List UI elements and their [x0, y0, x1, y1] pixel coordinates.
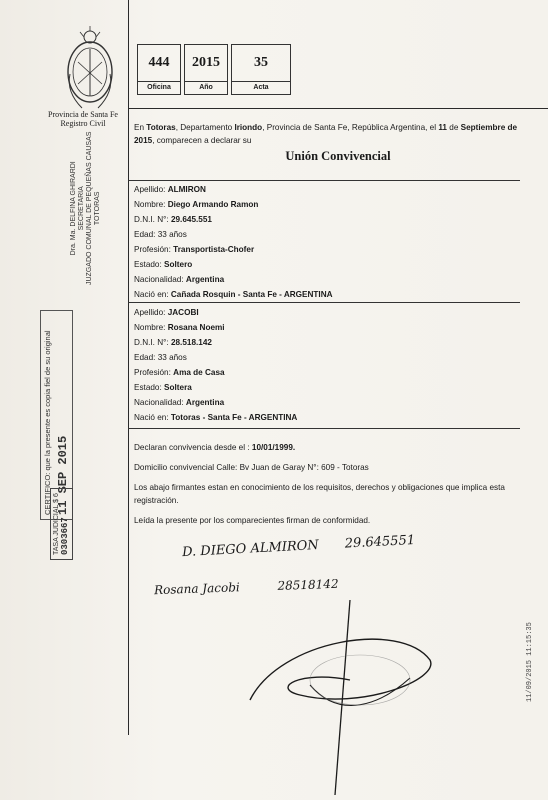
section-rule [128, 428, 520, 429]
signature-1-name: D. DIEGO ALMIRON [181, 537, 320, 561]
field-value: 33 años [157, 230, 187, 239]
person1-profesion [134, 242, 333, 257]
field-label: Apellido: [134, 185, 166, 194]
field-value: Diego Armando Ramon [167, 200, 259, 209]
field-label: Nació en: [134, 413, 169, 422]
registry-name: Registro Civil [60, 119, 106, 128]
field-label: Estado: [134, 383, 162, 392]
person1-apellido [134, 182, 333, 197]
person1-edad [134, 227, 333, 242]
signature-1-dni: 29.645551 [344, 532, 416, 552]
field-value: Totoras - Santa Fe - ARGENTINA [170, 413, 298, 422]
field-value: Rosana Noemi [167, 323, 225, 332]
intro-text: En [134, 123, 147, 132]
person1-nacionalidad [134, 272, 333, 287]
field-label: Edad: [134, 230, 156, 239]
field-value: Soltero [164, 260, 193, 269]
intro-text: , Departamento [175, 123, 235, 132]
person1-dni [134, 212, 333, 227]
certifico-text: CERTIFICO: que la presente es copia fiel de su original [43, 330, 52, 515]
person2-profesion [134, 365, 297, 380]
field-label: Profesión: [134, 368, 171, 377]
person1-estado [134, 257, 333, 272]
margin-rule [128, 0, 129, 735]
field-value: JACOBI [167, 308, 199, 317]
person2-nacionalidad [134, 395, 297, 410]
secretaria-stamp [70, 132, 102, 285]
section-rule [128, 302, 520, 303]
domicilio-line [134, 461, 369, 474]
person2-apellido [134, 305, 297, 320]
person1-block [134, 182, 333, 302]
declaran-line [134, 441, 295, 454]
intro-text: , comparecen a declarar su [152, 136, 252, 145]
acta-label: Acta [231, 81, 291, 95]
declaran-label: Declaran convivencia desde el : [134, 443, 252, 452]
field-label: D.N.I. N°: [134, 338, 169, 347]
field-label: Nació en: [134, 290, 169, 299]
oficina-value: 444 [137, 44, 181, 81]
anio-box [184, 44, 228, 95]
intro-text: , Provincia de Santa Fe, República Argentina, el [262, 123, 439, 132]
registry-caption [28, 110, 138, 128]
field-value: Argentina [185, 398, 225, 407]
field-value: 29.645.551 [170, 215, 212, 224]
signature-2 [154, 577, 339, 597]
person2-edad [134, 350, 297, 365]
acta-value: 35 [231, 44, 291, 81]
anio-value: 2015 [184, 44, 228, 81]
field-value: 28.518.142 [170, 338, 212, 347]
declaran-value: 10/01/1999. [251, 443, 296, 452]
secretaria-stamp-text: Dra. Ma. DELFINA GHIRARDI SECRETARIA JUZGADO COMUNAL DE PEQUEÑAS CAUSAS TOTORAS [70, 131, 101, 285]
field-label: Nacionalidad: [134, 398, 184, 407]
field-value: Soltera [164, 383, 192, 392]
field-value: ALMIRON [167, 185, 206, 194]
signature-2-dni: 28518142 [277, 576, 339, 593]
intro-department: Iriondo [234, 123, 263, 132]
oficina-box [137, 44, 181, 95]
signature-2-name: Rosana Jacobi [153, 580, 240, 598]
person2-nacio [134, 410, 297, 425]
header-rule [128, 108, 548, 109]
field-value: Cañada Rosquin - Santa Fe - ARGENTINA [170, 290, 333, 299]
person2-dni [134, 335, 297, 350]
intro-paragraph [134, 121, 524, 147]
anio-label: Año [184, 81, 228, 95]
tasa-judicial-stamp [50, 488, 73, 560]
section-rule [128, 180, 520, 181]
field-value: Ama de Casa [173, 368, 225, 377]
person2-estado [134, 380, 297, 395]
person2-block [134, 305, 297, 425]
tasa-judicial-text: TASA JUDICIAL $ 6 [53, 493, 60, 555]
print-timestamp: 11/09/2015 11:15:35 [526, 622, 534, 702]
conocimiento-paragraph: Los abajo firmantes estan en conocimiento de los requisitos, derechos y obligaciones que implica esta registración. [134, 483, 505, 505]
field-value: 33 años [157, 353, 187, 362]
field-label: Edad: [134, 353, 156, 362]
person2-nombre [134, 320, 297, 335]
field-label: Nacionalidad: [134, 275, 184, 284]
intro-text: de [446, 123, 461, 132]
certifico-date: 11 SEP 2015 [56, 435, 70, 515]
official-signature-icon [240, 600, 440, 795]
intro-month: Septiembre de 2015 [134, 123, 518, 145]
santa-fe-crest-icon [62, 22, 118, 114]
field-label: Nombre: [134, 323, 166, 332]
field-value: Argentina [185, 275, 225, 284]
field-label: Profesión: [134, 245, 171, 254]
record-header [137, 44, 291, 95]
domicilio-value: Calle: Bv Juan de Garay N°: 609 - Totoras [216, 463, 369, 472]
field-label: Nombre: [134, 200, 166, 209]
province-name: Provincia de Santa Fe [48, 110, 118, 119]
signature-1 [182, 533, 416, 560]
field-label: Estado: [134, 260, 162, 269]
person1-nacio [134, 287, 333, 302]
field-value: Transportista-Chofer [173, 245, 255, 254]
tasa-judicial-serial: 0303667 [60, 517, 70, 555]
domicilio-label: Domicilio convivencial [134, 463, 217, 472]
person1-nombre [134, 197, 333, 212]
oficina-label: Oficina [137, 81, 181, 95]
acta-box [231, 44, 291, 95]
leida-line: Leída la presente por los comparecientes firman de conformidad. [134, 516, 371, 525]
field-label: Apellido: [134, 308, 166, 317]
field-label: D.N.I. N°: [134, 215, 169, 224]
intro-city: Totoras [146, 123, 176, 132]
document-title: Unión Convivencial [285, 149, 391, 163]
intro-day: 11 [438, 123, 447, 132]
